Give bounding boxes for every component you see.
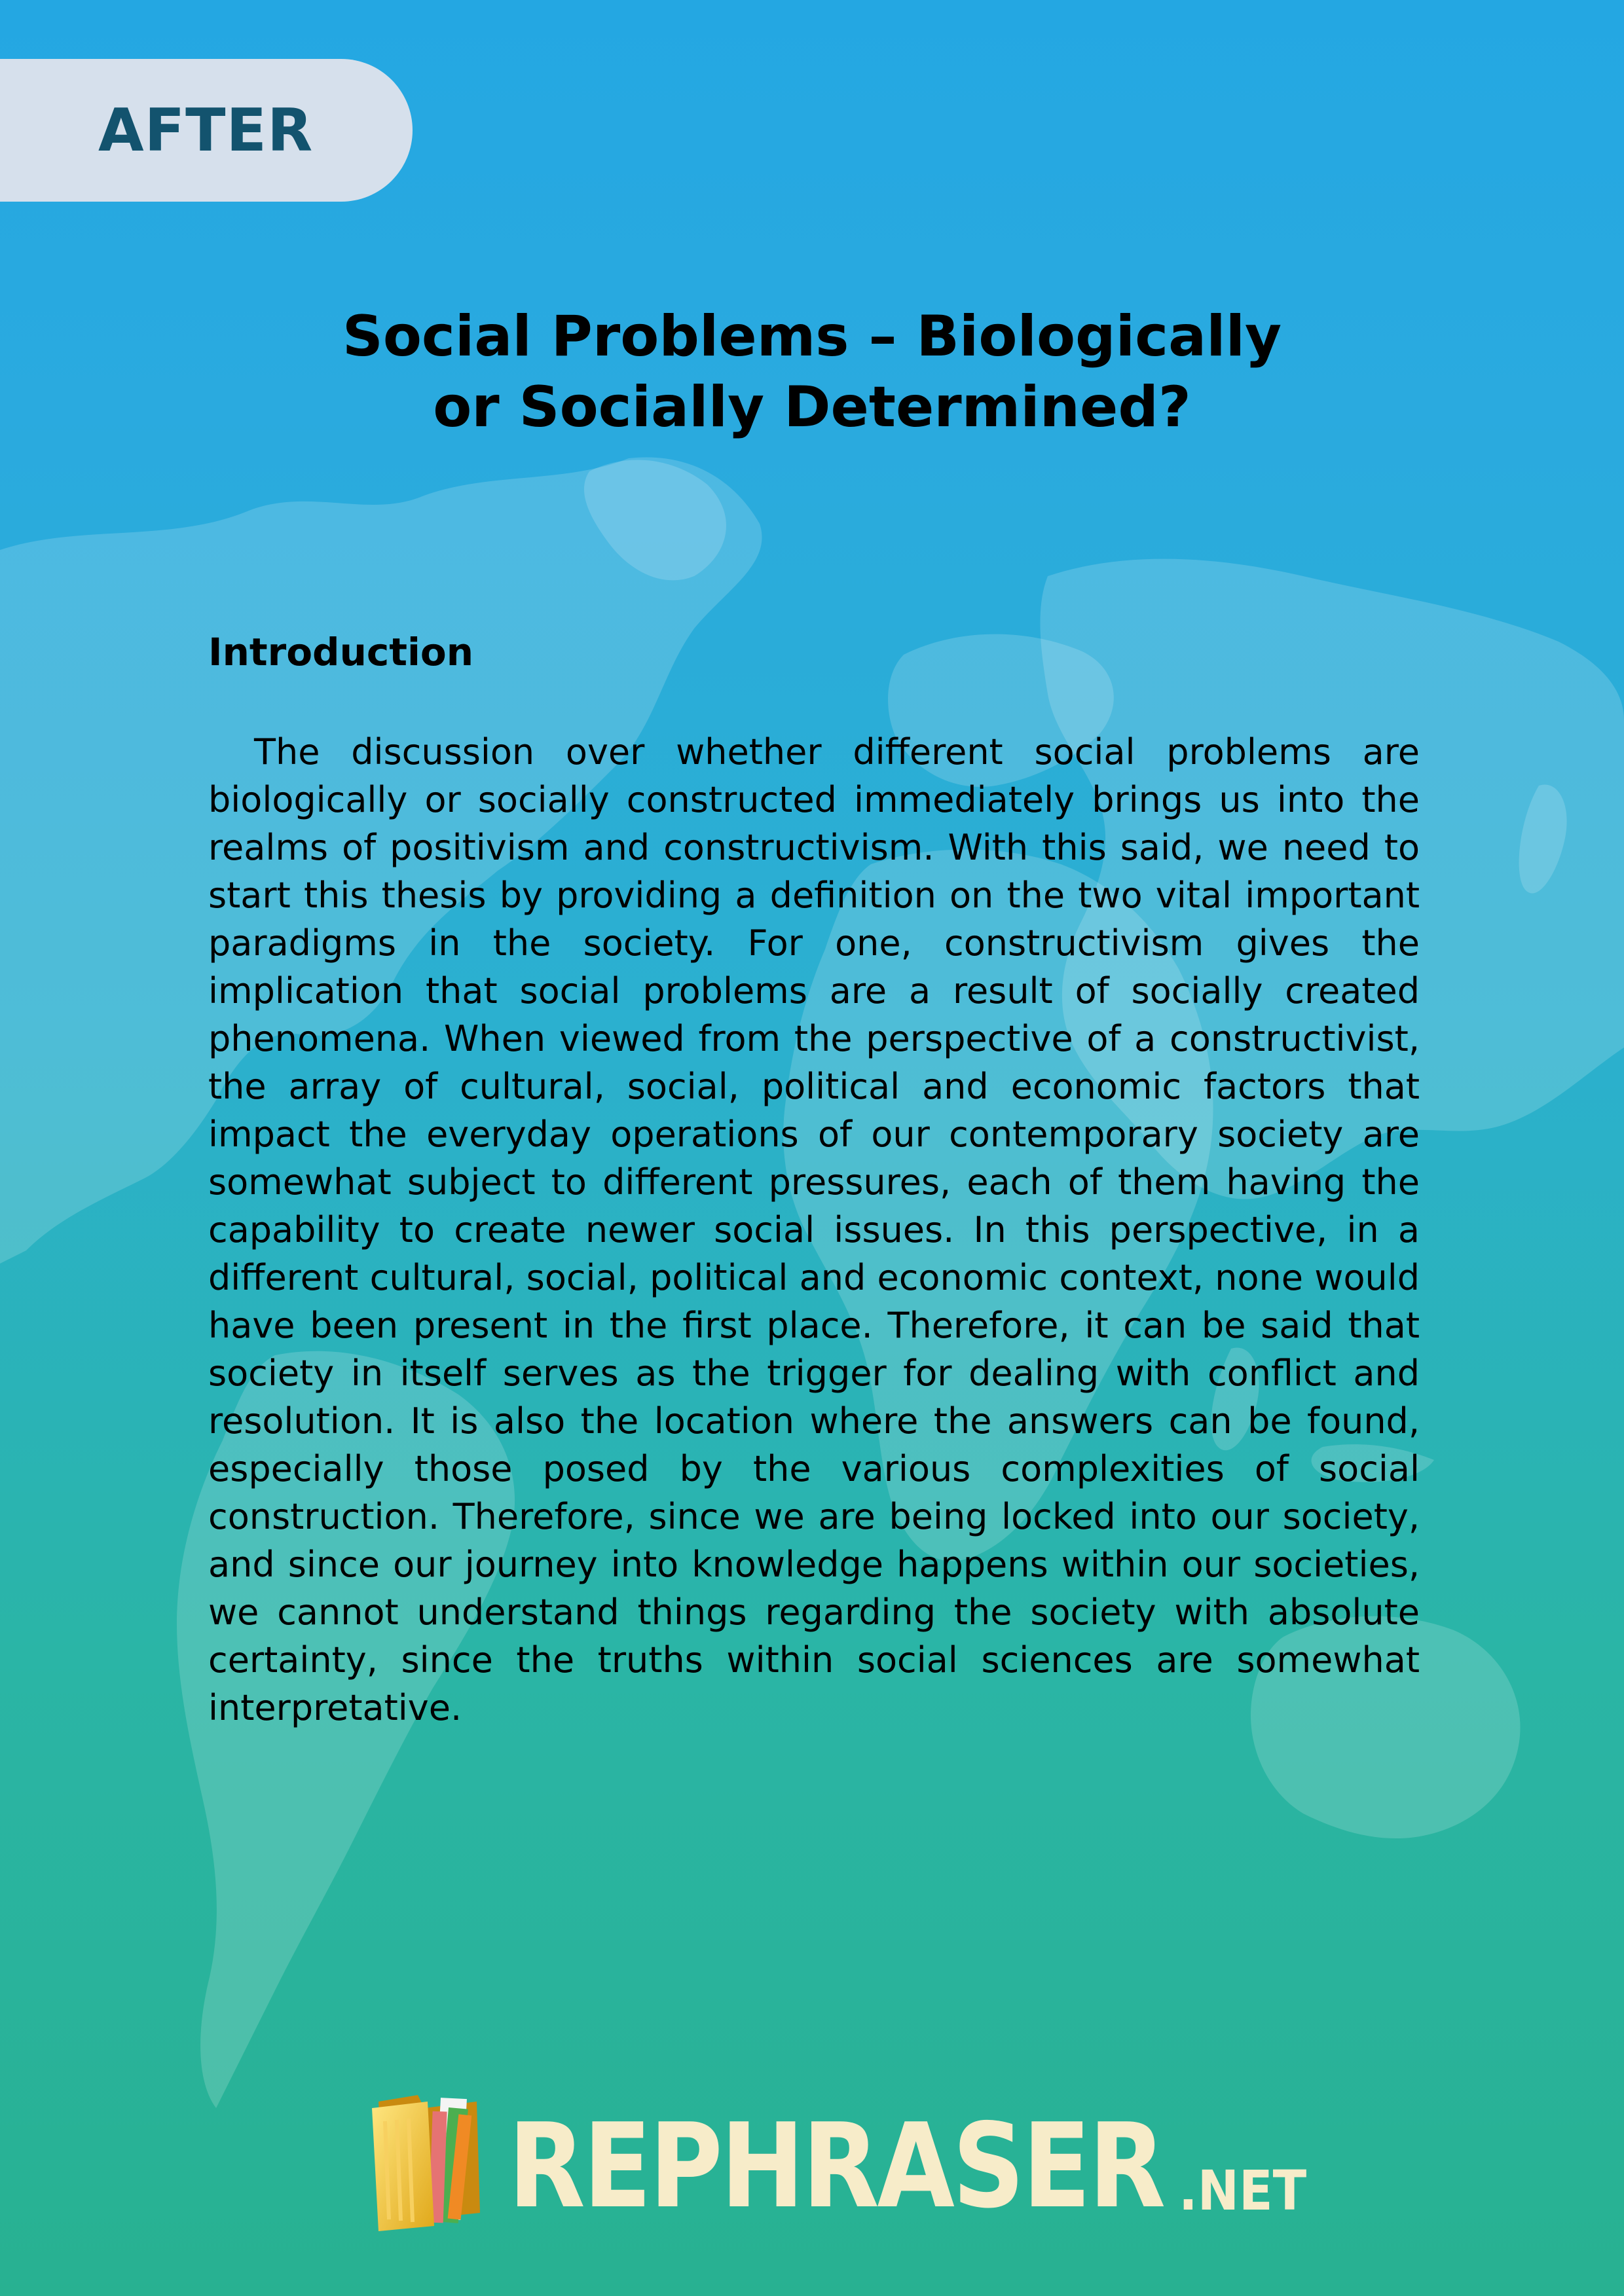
body-paragraph: The discussion over whether different social problems are biologically or socially constructed immediately brings us into the realms of positivism and constructivism. With this said, we need to start this thesis by providing a definition on the two vital important paradigms in the society. For one, constructivism gives the implication that social problems are a result of socially created phenomena. When viewed from the perspective of a constructivist, the array of cultural, social, political and economic factors that impact the everyday operations of our contemporary society are somewhat subject to different pressures, each of them having the capability to create newer social issues. In this perspective, in a different cultural, social, political and economic context, none would have been present in the first place. Therefore, it can be said that society in itself serves as the trigger for dealing with conflict and resolution. It is also the location where the answers can be found, especially those posed by the various complexities of social construction. Therefore, since we are being locked into our society, and since our journey into knowledge happens within our societies, we cannot understand things regarding the society with absolute certainty, since the truths within social sciences are somewhat interpretative. <box>208 731 1420 1728</box>
brand-name: REPHRASER <box>508 2098 1164 2234</box>
title-line-2: or Socially Determined? <box>433 374 1191 440</box>
title-line-1: Social Problems – Biologically <box>342 304 1282 369</box>
document-title <box>0 301 1624 443</box>
after-tab <box>0 59 413 202</box>
brand-tld: .NET <box>1178 2159 1306 2223</box>
folder-icon <box>365 2082 496 2232</box>
brand-logo <box>365 2082 1321 2232</box>
after-label: AFTER <box>98 96 314 165</box>
section-heading: Introduction <box>208 630 473 674</box>
